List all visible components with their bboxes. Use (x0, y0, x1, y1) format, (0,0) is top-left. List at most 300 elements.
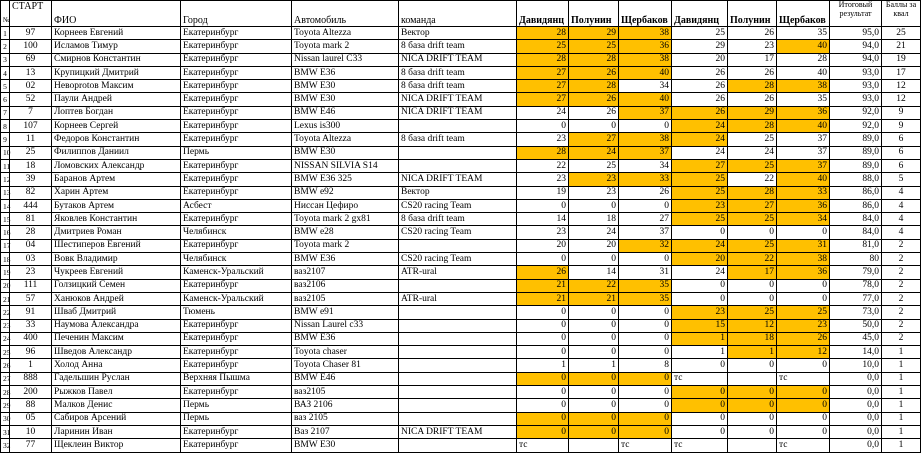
header-points: Баллы за квал (882, 1, 921, 27)
row-number: 9 (1, 133, 10, 146)
judge-score-cell: 21 (517, 279, 569, 292)
judge-score-cell: 1 (569, 359, 619, 372)
judge-score-cell: 33 (777, 186, 830, 199)
qual-points: 2 (882, 239, 921, 252)
driver-team: 8 база drift team (399, 133, 517, 146)
qual-points: 1 (882, 372, 921, 385)
qual-points: 19 (882, 53, 921, 66)
table-row (1, 439, 921, 452)
judge-score-cell: 18 (728, 332, 777, 345)
start-number: 91 (10, 306, 52, 319)
start-number: 02 (10, 80, 52, 93)
judge-score-cell: 28 (569, 80, 619, 93)
judge-score-cell: 23 (777, 319, 830, 332)
judge-score-cell: 17 (728, 53, 777, 66)
judge-score-cell: 26 (672, 93, 728, 106)
judge-score-cell: 0 (619, 332, 672, 345)
driver-city: Каменск-Уральский (181, 266, 292, 279)
judge-score-cell: 28 (728, 186, 777, 199)
driver-city: Екатеринбург (181, 439, 292, 452)
judge-score-cell: 0 (777, 292, 830, 305)
header-judge-5: Полунин (728, 1, 777, 27)
driver-car: BMW e28 (292, 226, 399, 239)
driver-city: Екатеринбург (181, 120, 292, 133)
total-result: 92,0 (830, 106, 882, 119)
judge-score-cell: 26 (728, 27, 777, 40)
driver-city: Асбест (181, 199, 292, 212)
qual-points: 12 (882, 93, 921, 106)
driver-car: Toyota Altezza (292, 133, 399, 146)
driver-name: Вовк Владимир (52, 253, 181, 266)
judge-score-cell: 0 (672, 425, 728, 438)
qual-points: 9 (882, 120, 921, 133)
driver-name: Гадельшин Руслан (52, 372, 181, 385)
total-result: 50,0 (830, 319, 882, 332)
driver-car: ваз2105 (292, 386, 399, 399)
judge-score-cell: 0 (569, 199, 619, 212)
row-number: 25 (1, 346, 10, 359)
judge-score-cell: 1 (517, 359, 569, 372)
qual-points: 1 (882, 412, 921, 425)
judge-score-cell: 28 (517, 146, 569, 159)
table-row (1, 372, 921, 385)
judge-score-cell: 25 (672, 186, 728, 199)
total-result: 94,0 (830, 40, 882, 53)
judge-score-cell: 0 (569, 425, 619, 438)
judge-score-cell: 34 (619, 80, 672, 93)
total-result: 92,0 (830, 120, 882, 133)
driver-city: Екатеринбург (181, 359, 292, 372)
judge-score-cell: 26 (619, 186, 672, 199)
driver-city: Екатеринбург (181, 27, 292, 40)
judge-score-cell: 37 (619, 146, 672, 159)
judge-score-cell (728, 439, 777, 452)
start-number: 444 (10, 199, 52, 212)
judge-score-cell: 0 (619, 399, 672, 412)
driver-team: 8 база drift team (399, 40, 517, 53)
driver-team (399, 372, 517, 385)
table-row (1, 186, 921, 199)
row-number: 11 (1, 159, 10, 172)
judge-score-cell: 0 (672, 399, 728, 412)
row-number: 13 (1, 186, 10, 199)
driver-name: Харин Артем (52, 186, 181, 199)
driver-name: Наумова Александра (52, 319, 181, 332)
judge-score-cell: 19 (517, 186, 569, 199)
results-body (1, 27, 921, 453)
driver-car: BMW e91 (292, 306, 399, 319)
driver-name: Печенин Максим (52, 332, 181, 345)
judge-score-cell: 40 (777, 66, 830, 79)
start-number: 52 (10, 93, 52, 106)
table-row (1, 306, 921, 319)
driver-team: 8 база drift team (399, 213, 517, 226)
judge-score-cell: 12 (777, 346, 830, 359)
driver-city: Пермь (181, 399, 292, 412)
total-result: 73,0 (830, 306, 882, 319)
judge-score-cell: 21 (517, 292, 569, 305)
driver-city: Екатеринбург (181, 93, 292, 106)
driver-city: Челябинск (181, 253, 292, 266)
judge-score-cell: 1 (672, 332, 728, 345)
total-result: 0,0 (830, 412, 882, 425)
start-number: 04 (10, 239, 52, 252)
table-row (1, 253, 921, 266)
driver-car: BMW E36 (292, 332, 399, 345)
judge-score-cell: 24 (672, 266, 728, 279)
driver-city: Каменск-Уральский (181, 292, 292, 305)
driver-car: Toyota chaser (292, 346, 399, 359)
driver-car: BMW E30 (292, 93, 399, 106)
judge-score-cell: 37 (619, 226, 672, 239)
start-number: 400 (10, 332, 52, 345)
total-result: 86,0 (830, 199, 882, 212)
judge-score-cell: 24 (728, 146, 777, 159)
judge-score-cell: 37 (777, 146, 830, 159)
total-result: 84,0 (830, 226, 882, 239)
judge-score-cell: тс (777, 372, 830, 385)
judge-score-cell: 40 (777, 120, 830, 133)
judge-score-cell: 0 (619, 199, 672, 212)
row-number: 19 (1, 266, 10, 279)
judge-score-cell: 27 (569, 133, 619, 146)
judge-score-cell: 14 (517, 213, 569, 226)
qual-points: 4 (882, 186, 921, 199)
judge-score-cell: 28 (728, 80, 777, 93)
total-result: 45,0 (830, 332, 882, 345)
total-result: 77,0 (830, 292, 882, 305)
qual-points: 1 (882, 425, 921, 438)
qual-points: 4 (882, 199, 921, 212)
row-number: 20 (1, 279, 10, 292)
header-city: Город (181, 1, 292, 27)
total-result: 80 (830, 253, 882, 266)
judge-score-cell: 20 (569, 239, 619, 252)
total-result: 0,0 (830, 399, 882, 412)
judge-score-cell: 32 (619, 239, 672, 252)
row-number: 28 (1, 386, 10, 399)
driver-city: Екатеринбург (181, 66, 292, 79)
judge-score-cell: 20 (672, 253, 728, 266)
driver-name: Ломовских Александр (52, 159, 181, 172)
start-number: 13 (10, 66, 52, 79)
driver-car: Ниссан Цефиро (292, 199, 399, 212)
table-row (1, 199, 921, 212)
driver-name: Бутаков Артем (52, 199, 181, 212)
row-number: 24 (1, 332, 10, 345)
judge-score-cell: 0 (672, 279, 728, 292)
judge-score-cell: 22 (569, 279, 619, 292)
driver-city: Екатеринбург (181, 213, 292, 226)
judge-score-cell: 28 (569, 53, 619, 66)
table-row (1, 226, 921, 239)
row-number: 3 (1, 53, 10, 66)
judge-score-cell: 25 (672, 213, 728, 226)
judge-score-cell: 29 (672, 40, 728, 53)
driver-city: Екатеринбург (181, 106, 292, 119)
judge-score-cell: 36 (777, 199, 830, 212)
judge-score-cell: 0 (619, 346, 672, 359)
driver-city: Екатеринбург (181, 53, 292, 66)
judge-score-cell: 40 (777, 173, 830, 186)
row-number: 30 (1, 412, 10, 425)
table-row (1, 399, 921, 412)
start-number: 81 (10, 213, 52, 226)
judge-score-cell: 0 (672, 292, 728, 305)
driver-name: Корнеев Евгений (52, 27, 181, 40)
driver-team: 8 база drift team (399, 66, 517, 79)
judge-score-cell: 0 (569, 412, 619, 425)
total-result: 93,0 (830, 93, 882, 106)
row-number: 29 (1, 399, 10, 412)
driver-name: Холод Анна (52, 359, 181, 372)
table-row (1, 159, 921, 172)
judge-score-cell: 25 (728, 239, 777, 252)
judge-score-cell: 0 (569, 332, 619, 345)
judge-score-cell: 27 (517, 66, 569, 79)
row-number: 23 (1, 319, 10, 332)
judge-score-cell: 38 (619, 133, 672, 146)
start-number: 200 (10, 386, 52, 399)
total-result: 93,0 (830, 66, 882, 79)
judge-score-cell: 0 (728, 292, 777, 305)
qual-points: 6 (882, 159, 921, 172)
judge-score-cell: 0 (672, 226, 728, 239)
total-result: 86,0 (830, 186, 882, 199)
judge-score-cell: 26 (569, 66, 619, 79)
judge-score-cell: 0 (517, 199, 569, 212)
judge-score-cell: 24 (672, 239, 728, 252)
table-row (1, 292, 921, 305)
driver-name: Шведов Александр (52, 346, 181, 359)
header-fio: ФИО (52, 1, 181, 27)
judge-score-cell: 0 (517, 332, 569, 345)
table-row (1, 120, 921, 133)
row-number: 12 (1, 173, 10, 186)
judge-score-cell: 26 (672, 106, 728, 119)
judge-score-cell: 0 (517, 253, 569, 266)
judge-score-cell: 0 (777, 425, 830, 438)
total-result: 14,0 (830, 346, 882, 359)
row-number: 14 (1, 199, 10, 212)
driver-city: Екатеринбург (181, 80, 292, 93)
driver-city: Челябинск (181, 226, 292, 239)
row-number: 4 (1, 66, 10, 79)
row-number: 17 (1, 239, 10, 252)
start-number: 05 (10, 412, 52, 425)
driver-city: Верхняя Пышма (181, 372, 292, 385)
driver-city: Екатеринбург (181, 425, 292, 438)
judge-score-cell: тс (672, 439, 728, 452)
start-number: 33 (10, 319, 52, 332)
driver-team (399, 359, 517, 372)
start-number: 111 (10, 279, 52, 292)
qual-points: 1 (882, 439, 921, 452)
judge-score-cell: 0 (517, 425, 569, 438)
judge-score-cell: 35 (619, 279, 672, 292)
judge-score-cell: 25 (672, 173, 728, 186)
table-row (1, 425, 921, 438)
driver-name: Федоров Константин (52, 133, 181, 146)
judge-score-cell: тс (619, 439, 672, 452)
driver-city: Пермь (181, 412, 292, 425)
judge-score-cell: 25 (728, 133, 777, 146)
driver-name: Филиппов Даниил (52, 146, 181, 159)
total-result: 10,0 (830, 359, 882, 372)
driver-name: Корнеев Сергей (52, 120, 181, 133)
judge-score-cell: 20 (672, 53, 728, 66)
judge-score-cell: 27 (672, 159, 728, 172)
driver-name: Дмитриев Роман (52, 226, 181, 239)
row-number: 1 (1, 27, 10, 40)
driver-car: ВАЗ 2106 (292, 399, 399, 412)
judge-score-cell: 28 (517, 27, 569, 40)
driver-car: BMW E30 (292, 80, 399, 93)
driver-name: Ханюков Андрей (52, 292, 181, 305)
judge-score-cell: 1 (672, 346, 728, 359)
judge-score-cell: 22 (517, 159, 569, 172)
driver-name: Малков Денис (52, 399, 181, 412)
qual-points: 12 (882, 80, 921, 93)
table-row (1, 146, 921, 159)
judge-score-cell: 23 (517, 226, 569, 239)
judge-score-cell: 26 (672, 80, 728, 93)
judge-score-cell (728, 372, 777, 385)
judge-score-cell: 0 (619, 372, 672, 385)
judge-score-cell: 25 (777, 306, 830, 319)
start-number: 28 (10, 226, 52, 239)
driver-car: Nissan laurel C33 (292, 53, 399, 66)
table-row (1, 319, 921, 332)
total-result: 95,0 (830, 27, 882, 40)
start-number: 96 (10, 346, 52, 359)
driver-name: Голзицкий Семен (52, 279, 181, 292)
judge-score-cell: 31 (777, 239, 830, 252)
driver-name: Невоprotов Максим (52, 80, 181, 93)
header-car: Автомобиль (292, 1, 399, 27)
header-start: СТАРТ (10, 1, 52, 27)
judge-score-cell: 31 (619, 266, 672, 279)
judge-score-cell: 25 (517, 40, 569, 53)
judge-score-cell: 0 (728, 386, 777, 399)
qual-points: 4 (882, 213, 921, 226)
judge-score-cell: 22 (728, 173, 777, 186)
judge-score-cell: 23 (672, 306, 728, 319)
judge-score-cell: 25 (728, 159, 777, 172)
driver-car: BMW e92 (292, 186, 399, 199)
total-result: 89,0 (830, 133, 882, 146)
judge-score-cell: 29 (728, 106, 777, 119)
driver-city: Екатеринбург (181, 239, 292, 252)
judge-score-cell: 36 (777, 266, 830, 279)
driver-team: Вектор (399, 186, 517, 199)
driver-team: CS20 racing Team (399, 226, 517, 239)
driver-name: Сабиров Арсений (52, 412, 181, 425)
driver-name: Крупицкий Дмитрий (52, 66, 181, 79)
judge-score-cell: 0 (569, 319, 619, 332)
start-number: 97 (10, 27, 52, 40)
judge-score-cell: 38 (619, 53, 672, 66)
row-number: 31 (1, 425, 10, 438)
table-row (1, 173, 921, 186)
judge-score-cell: 0 (569, 372, 619, 385)
judge-score-cell: 24 (672, 133, 728, 146)
table-row (1, 106, 921, 119)
driver-team: NICA DRIFT TEAM (399, 106, 517, 119)
judge-score-cell: 14 (569, 266, 619, 279)
table-row (1, 412, 921, 425)
total-result: 88,0 (830, 173, 882, 186)
start-number: 88 (10, 399, 52, 412)
judge-score-cell: 23 (569, 186, 619, 199)
driver-team (399, 279, 517, 292)
judge-score-cell: 0 (728, 412, 777, 425)
driver-city: Екатеринбург (181, 173, 292, 186)
judge-score-cell: 0 (672, 359, 728, 372)
driver-car: Toyota Altezza (292, 27, 399, 40)
judge-score-cell: 20 (517, 239, 569, 252)
judge-score-cell: 0 (569, 346, 619, 359)
judge-score-cell: 0 (517, 372, 569, 385)
qual-points: 2 (882, 266, 921, 279)
judge-score-cell: 37 (777, 133, 830, 146)
header-row (1, 1, 921, 27)
driver-name: Чукреев Евгений (52, 266, 181, 279)
driver-team (399, 439, 517, 452)
driver-car: ваз 2105 (292, 412, 399, 425)
driver-city: Пермь (181, 146, 292, 159)
judge-score-cell: 0 (517, 319, 569, 332)
judge-score-cell: 24 (569, 146, 619, 159)
total-result: 81,0 (830, 239, 882, 252)
judge-score-cell: 26 (569, 93, 619, 106)
judge-score-cell: 26 (728, 93, 777, 106)
driver-team (399, 332, 517, 345)
judge-score-cell: 0 (777, 359, 830, 372)
driver-name: Шестиперов Евгений (52, 239, 181, 252)
judge-score-cell: 24 (672, 120, 728, 133)
start-number: 1 (10, 359, 52, 372)
row-number: 8 (1, 120, 10, 133)
judge-score-cell: 35 (777, 93, 830, 106)
qual-points: 2 (882, 319, 921, 332)
judge-score-cell: тс (777, 439, 830, 452)
start-number: 11 (10, 133, 52, 146)
qual-points: 4 (882, 226, 921, 239)
judge-score-cell: 25 (728, 213, 777, 226)
row-number: 32 (1, 439, 10, 452)
qual-points: 1 (882, 386, 921, 399)
header-judge-1: Давидянц (517, 1, 569, 27)
driver-team (399, 412, 517, 425)
judge-score-cell: 23 (569, 173, 619, 186)
driver-team (399, 399, 517, 412)
qual-points: 2 (882, 306, 921, 319)
judge-score-cell: 23 (517, 173, 569, 186)
qual-points: 5 (882, 173, 921, 186)
driver-team (399, 159, 517, 172)
row-number: 16 (1, 226, 10, 239)
total-result: 89,0 (830, 146, 882, 159)
header-total: Итоговый результат (830, 1, 882, 27)
driver-car: NISSAN SILVIA S14 (292, 159, 399, 172)
row-number: 15 (1, 213, 10, 226)
judge-score-cell: 0 (728, 359, 777, 372)
judge-score-cell: 28 (517, 53, 569, 66)
judge-score-cell: 37 (619, 106, 672, 119)
driver-name: Лоптев Богдан (52, 106, 181, 119)
judge-score-cell: 35 (619, 292, 672, 305)
